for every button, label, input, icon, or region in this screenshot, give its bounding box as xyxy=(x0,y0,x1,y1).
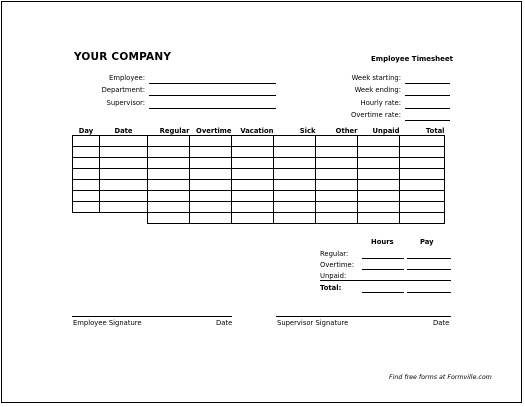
overtime-rate-field[interactable] xyxy=(405,120,450,121)
summary-hours-header: Hours xyxy=(371,238,394,246)
table-row xyxy=(73,169,445,180)
cell[interactable] xyxy=(274,158,316,169)
supervisor-field[interactable] xyxy=(149,108,276,109)
employee-signature-label: Employee Signature xyxy=(73,319,142,327)
cell[interactable] xyxy=(274,136,316,147)
cell[interactable] xyxy=(100,147,148,158)
table-row xyxy=(73,136,445,147)
total-cell[interactable] xyxy=(148,213,190,224)
table-row xyxy=(73,180,445,191)
cell[interactable] xyxy=(148,169,190,180)
cell[interactable] xyxy=(400,147,445,158)
overtime-hours-field[interactable] xyxy=(362,269,404,270)
cell[interactable] xyxy=(358,169,400,180)
cell[interactable] xyxy=(100,191,148,202)
cell[interactable] xyxy=(148,202,190,213)
totals-row xyxy=(73,213,445,224)
cell[interactable] xyxy=(400,202,445,213)
timesheet-table xyxy=(72,126,445,224)
cell[interactable] xyxy=(100,158,148,169)
summary-pay-header: Pay xyxy=(420,238,434,246)
regular-hours-field[interactable] xyxy=(362,258,404,259)
cell[interactable] xyxy=(100,180,148,191)
company-name: YOUR COMPANY xyxy=(74,51,172,63)
cell[interactable] xyxy=(73,169,100,180)
col-overtime: Overtime xyxy=(190,126,232,136)
total-cell[interactable] xyxy=(274,213,316,224)
cell[interactable] xyxy=(274,169,316,180)
cell[interactable] xyxy=(232,180,274,191)
cell[interactable] xyxy=(73,147,100,158)
cell[interactable] xyxy=(358,147,400,158)
week-starting-label: Week starting: xyxy=(351,74,401,82)
cell[interactable] xyxy=(358,202,400,213)
cell[interactable] xyxy=(232,158,274,169)
supervisor-signature-line[interactable] xyxy=(276,316,451,317)
cell[interactable] xyxy=(274,202,316,213)
cell[interactable] xyxy=(100,169,148,180)
col-other: Other xyxy=(316,126,358,136)
cell[interactable] xyxy=(148,180,190,191)
total-pay-field[interactable] xyxy=(407,292,451,293)
cell[interactable] xyxy=(100,202,148,213)
cell[interactable] xyxy=(358,180,400,191)
cell[interactable] xyxy=(148,158,190,169)
col-regular: Regular xyxy=(148,126,190,136)
cell[interactable] xyxy=(316,180,358,191)
week-ending-label: Week ending: xyxy=(354,86,401,94)
week-starting-field[interactable] xyxy=(405,83,450,84)
cell[interactable] xyxy=(400,191,445,202)
total-cell[interactable] xyxy=(400,213,445,224)
total-hours-field[interactable] xyxy=(362,292,404,293)
cell[interactable] xyxy=(148,136,190,147)
cell[interactable] xyxy=(190,191,232,202)
cell[interactable] xyxy=(100,136,148,147)
cell[interactable] xyxy=(358,191,400,202)
col-total: Total xyxy=(400,126,445,136)
summary-unpaid-label: Unpaid: xyxy=(320,272,347,280)
cell[interactable] xyxy=(316,136,358,147)
cell[interactable] xyxy=(148,147,190,158)
footer-text: Find free forms at Formville.com xyxy=(389,374,492,381)
col-date: Date xyxy=(100,126,148,136)
overtime-rate-label: Overtime rate: xyxy=(351,111,401,119)
cell[interactable] xyxy=(232,191,274,202)
cell[interactable] xyxy=(358,158,400,169)
employee-label: Employee: xyxy=(109,74,145,82)
blank-cell xyxy=(100,213,148,224)
summary-total-label: Total: xyxy=(320,284,342,292)
cell[interactable] xyxy=(190,169,232,180)
col-unpaid: Unpaid xyxy=(358,126,400,136)
total-cell[interactable] xyxy=(316,213,358,224)
col-day: Day xyxy=(73,126,100,136)
table-row xyxy=(73,191,445,202)
table-row xyxy=(73,147,445,158)
summary-regular-label: Regular: xyxy=(320,250,349,258)
cell[interactable] xyxy=(232,169,274,180)
department-label: Department: xyxy=(101,86,145,94)
supervisor-label: Supervisor: xyxy=(106,99,145,107)
supervisor-signature-label: Supervisor Signature xyxy=(277,319,349,327)
table-row xyxy=(73,158,445,169)
timesheet-page xyxy=(1,1,522,403)
blank-cell xyxy=(73,213,100,224)
cell[interactable] xyxy=(400,180,445,191)
table-header-row xyxy=(73,126,445,136)
hourly-rate-label: Hourly rate: xyxy=(360,99,401,107)
cell[interactable] xyxy=(73,136,100,147)
cell[interactable] xyxy=(232,202,274,213)
cell[interactable] xyxy=(148,191,190,202)
overtime-pay-field[interactable] xyxy=(407,269,451,270)
cell[interactable] xyxy=(316,202,358,213)
employee-field[interactable] xyxy=(149,83,276,84)
summary-overtime-label: Overtime: xyxy=(320,261,354,269)
supervisor-date-label: Date xyxy=(433,319,450,327)
cell[interactable] xyxy=(316,158,358,169)
cell[interactable] xyxy=(316,169,358,180)
employee-date-label: Date xyxy=(216,319,233,327)
cell[interactable] xyxy=(232,136,274,147)
cell[interactable] xyxy=(274,180,316,191)
col-sick: Sick xyxy=(274,126,316,136)
cell[interactable] xyxy=(73,202,100,213)
cell[interactable] xyxy=(190,180,232,191)
cell[interactable] xyxy=(316,191,358,202)
total-cell[interactable] xyxy=(190,213,232,224)
week-ending-field[interactable] xyxy=(405,95,450,96)
cell[interactable] xyxy=(73,191,100,202)
cell[interactable] xyxy=(400,136,445,147)
cell[interactable] xyxy=(400,158,445,169)
col-vacation: Vacation xyxy=(232,126,274,136)
cell[interactable] xyxy=(190,147,232,158)
cell[interactable] xyxy=(274,191,316,202)
total-cell[interactable] xyxy=(232,213,274,224)
unpaid-field-line[interactable] xyxy=(320,280,451,281)
regular-pay-field[interactable] xyxy=(407,258,451,259)
employee-signature-line[interactable] xyxy=(72,316,232,317)
total-cell[interactable] xyxy=(358,213,400,224)
cell[interactable] xyxy=(190,158,232,169)
hourly-rate-field[interactable] xyxy=(405,108,450,109)
cell[interactable] xyxy=(232,147,274,158)
cell[interactable] xyxy=(190,136,232,147)
cell[interactable] xyxy=(316,147,358,158)
cell[interactable] xyxy=(73,158,100,169)
cell[interactable] xyxy=(358,136,400,147)
cell[interactable] xyxy=(400,169,445,180)
table-row xyxy=(73,202,445,213)
cell[interactable] xyxy=(274,147,316,158)
document-title: Employee Timesheet xyxy=(371,55,453,63)
department-field[interactable] xyxy=(149,95,276,96)
cell[interactable] xyxy=(190,202,232,213)
cell[interactable] xyxy=(73,180,100,191)
